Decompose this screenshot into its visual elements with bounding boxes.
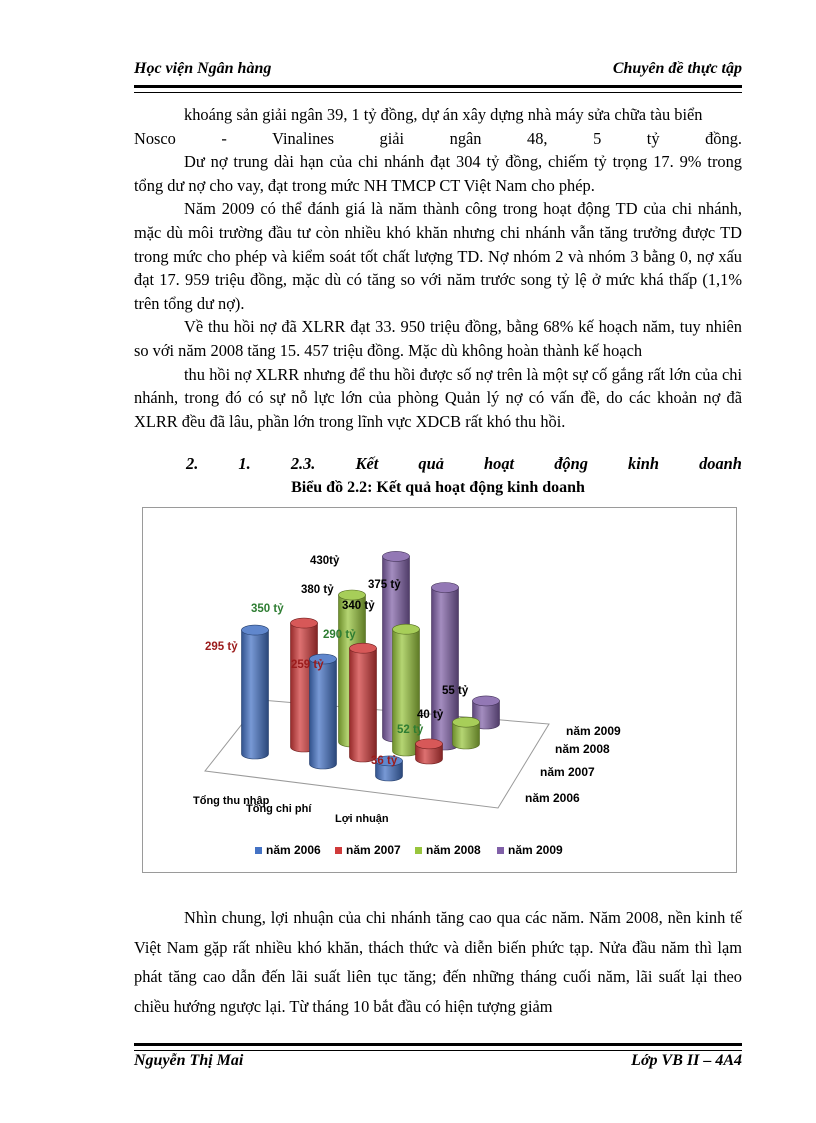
cylinder-top-s0-c0 xyxy=(242,625,269,635)
header-left: Học viện Ngân hàng xyxy=(134,60,272,77)
data-label: 380 tỷ xyxy=(301,584,334,596)
depth-label: năm 2006 xyxy=(525,791,580,805)
chart-caption: Biểu đồ 2.2: Kết quả hoạt động kinh doanh xyxy=(291,479,585,496)
paragraph-1b: Nosco - Vinalines giải ngân 48, 5 tỷ đồng. xyxy=(134,128,742,148)
legend-swatch xyxy=(415,847,422,854)
data-label: 259 tỷ xyxy=(291,659,324,671)
cylinder-top-s1-c2 xyxy=(416,739,443,749)
page-footer xyxy=(134,1052,742,1070)
data-label: 36 tỷ xyxy=(371,755,398,767)
paragraph-1a: khoáng sản giải ngân 39, 1 tỷ đồng, dự án xây dựng nhà máy sửa chữa tàu biển xyxy=(184,105,703,124)
cylinder-s0-c1 xyxy=(310,659,337,769)
cylinder-top-s1-c1 xyxy=(350,643,377,653)
cylinder-top-s3-c0 xyxy=(383,551,410,561)
paragraph-5: thu hồi nợ XLRR nhưng để thu hồi được số nợ trên là một sự cố gắng rất lớn của chi nhánh, trong đó có sự nỗ lực lớn của phòng Quản lý nợ có vấn đề, do các khoản nợ đã XLRR đều đã lâu, phần lớn trong lĩnh vực XDCB rất khó thu hồi. xyxy=(134,364,742,431)
data-label: 40 tỷ xyxy=(417,709,444,721)
cylinder-s0-c0 xyxy=(242,630,269,759)
header-rule xyxy=(134,85,742,93)
data-label: 290 tỷ xyxy=(323,629,356,641)
legend-label: năm 2009 xyxy=(508,843,563,857)
chart-frame xyxy=(142,507,737,873)
data-label: 55 tỷ xyxy=(442,685,469,697)
footer-left: Nguyễn Thị Mai xyxy=(134,1052,244,1069)
cylinder-s2-c1 xyxy=(393,629,420,756)
data-label: 340 tỷ xyxy=(342,600,375,612)
depth-label: năm 2008 xyxy=(555,742,610,756)
legend-swatch xyxy=(255,847,262,854)
legend-swatch xyxy=(335,847,342,854)
data-label: 375 tỷ xyxy=(368,579,401,591)
category-label: Tổng chi phí xyxy=(246,803,312,815)
category-label: Lợi nhuận xyxy=(335,813,389,825)
data-label: 295 tỷ xyxy=(205,641,238,653)
page-header xyxy=(134,60,742,84)
cylinder-top-s3-c2 xyxy=(473,696,500,706)
chart-3d-cylinders xyxy=(143,508,736,872)
body-text xyxy=(134,103,742,433)
category-label: Tổng thu nhập xyxy=(193,795,270,807)
legend-label: năm 2007 xyxy=(346,843,401,857)
data-label: 350 tỷ xyxy=(251,603,284,615)
legend-label: năm 2006 xyxy=(266,843,321,857)
footer-rule xyxy=(134,1043,742,1051)
cylinder-top-s3-c1 xyxy=(432,583,459,593)
legend-label: năm 2008 xyxy=(426,843,481,857)
footer-right: Lớp VB II – 4A4 xyxy=(631,1052,742,1069)
legend-swatch xyxy=(497,847,504,854)
data-label: 52 tỷ xyxy=(397,724,424,736)
paragraph-2: Dư nợ trung dài hạn của chi nhánh đạt 304 tỷ đồng, chiếm tỷ trọng 17. 9% trong tổng dư nợ cho vay, đạt trong mức NH TMCP CT Việt Nam cho phép. xyxy=(134,152,742,195)
depth-label: năm 2009 xyxy=(566,724,621,738)
depth-label: năm 2007 xyxy=(540,765,595,779)
data-label: 430tỷ xyxy=(310,555,340,567)
paragraph-4: Về thu hồi nợ đã XLRR đạt 33. 950 triệu đồng, bằng 68% kế hoạch năm, tuy nhiên so với năm 2008 tăng 15. 457 triệu đồng. Mặc dù không hoàn thành kế hoạch xyxy=(134,317,742,360)
cylinder-s1-c1 xyxy=(350,648,377,762)
cylinder-top-s2-c2 xyxy=(453,717,480,727)
section-heading: 2. 1. 2.3. Kết quả hoạt động kinh doanh xyxy=(186,454,742,473)
header-right: Chuyên đề thực tập xyxy=(612,60,742,77)
body-text-2 xyxy=(134,903,742,1021)
paragraph-6: Nhìn chung, lợi nhuận của chi nhánh tăng cao qua các năm. Năm 2008, nền kinh tế Việt Nam gặp rất nhiều khó khăn, thách thức và diễn biến phức tạp. Nửa đầu năm thì lạm phát tăng cao dẫn đến lãi suất liên tục tăng; đến những tháng cuối năm, lãi suất lại theo chiều hướng ngược lại. Từ tháng 10 bắt đầu có hiện tượng giảm xyxy=(134,908,742,1016)
paragraph-3: Năm 2009 có thể đánh giá là năm thành công trong hoạt động TD của chi nhánh, mặc dù môi trường đầu tư còn nhiều khó khăn nhưng chi nhánh vẫn tăng trưởng được TD trong mức cho phép và kiểm soát tốt chất lượng TD. Nợ nhóm 2 và nhóm 3 bằng 0, nợ xấu đạt 17. 959 triệu đồng, mặc dù có tăng so với năm trước song tỷ lệ ở mức khá thấp (1,1% trên tổng dư nợ). xyxy=(134,199,742,313)
cylinder-top-s2-c0 xyxy=(339,590,366,600)
cylinder-top-s2-c1 xyxy=(393,624,420,634)
cylinder-top-s1-c0 xyxy=(291,618,318,628)
